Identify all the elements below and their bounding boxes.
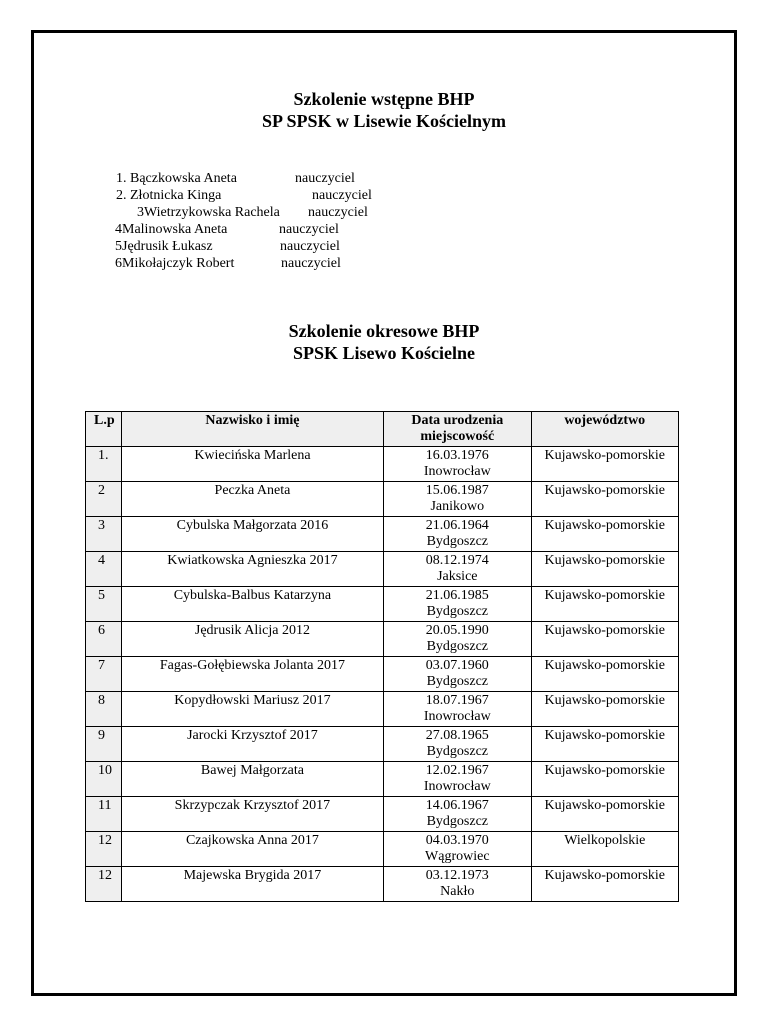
table-row [86, 692, 679, 727]
cell-name: Jarocki Krzysztof 2017 [121, 727, 383, 762]
cell-region: Kujawsko-pomorskie [531, 727, 678, 762]
list-item-name: 6Mikołajczyk Robert [115, 256, 235, 271]
table-row [86, 622, 679, 657]
table-header-row [86, 412, 679, 447]
cell-name: Majewska Brygida 2017 [121, 867, 383, 902]
birth-place: Janikowo [430, 499, 485, 514]
birth-place: Bydgoszcz [426, 604, 488, 619]
birth-date: 18.07.1967 [425, 693, 489, 708]
cell-birth [384, 797, 531, 832]
birth-place: Nakło [440, 884, 475, 899]
cell-name: Peczka Aneta [121, 482, 383, 517]
cell-lp: 8 [86, 692, 122, 727]
cell-name: Cybulska Małgorzata 2016 [121, 517, 383, 552]
cell-lp: 10 [86, 762, 122, 797]
section2-title-line2: SPSK Lisewo Kościelne [292, 343, 475, 363]
cell-lp: 6 [86, 622, 122, 657]
birth-date: 14.06.1967 [425, 798, 489, 813]
table-row [86, 517, 679, 552]
list-item-role: nauczyciel [279, 222, 339, 237]
table-row [86, 832, 679, 867]
birth-date: 15.06.1987 [425, 483, 489, 498]
cell-region: Kujawsko-pomorskie [531, 552, 678, 587]
table-row [86, 657, 679, 692]
birth-date: 03.07.1960 [425, 658, 489, 673]
cell-lp: 7 [86, 657, 122, 692]
cell-lp: 1. [86, 447, 122, 482]
list-item-name: 1. Bączkowska Aneta [116, 171, 237, 186]
cell-region: Kujawsko-pomorskie [531, 762, 678, 797]
birth-place: Wągrowiec [425, 849, 490, 864]
birth-place: Bydgoszcz [426, 674, 488, 689]
cell-birth [384, 832, 531, 867]
cell-region: Kujawsko-pomorskie [531, 797, 678, 832]
cell-lp: 3 [86, 517, 122, 552]
table-row [86, 482, 679, 517]
cell-birth [384, 762, 531, 797]
cell-name: Bawej Małgorzata [121, 762, 383, 797]
birth-date: 21.06.1985 [425, 588, 489, 603]
birth-date: 03.12.1973 [425, 868, 489, 883]
list-item-name: 5Jędrusik Łukasz [115, 239, 213, 254]
table-row [86, 727, 679, 762]
list-item-role: nauczyciel [312, 188, 372, 203]
list-item-role: nauczyciel [280, 239, 340, 254]
column-header-region: województwo [531, 412, 678, 447]
cell-birth [384, 482, 531, 517]
cell-lp: 5 [86, 587, 122, 622]
section2-title [0, 320, 768, 364]
cell-birth [384, 587, 531, 622]
birth-place: Inowrocław [423, 709, 491, 724]
birth-place: Jaksice [437, 569, 478, 584]
birth-place: Inowrocław [423, 464, 491, 479]
cell-region: Kujawsko-pomorskie [531, 622, 678, 657]
cell-birth [384, 692, 531, 727]
cell-region: Kujawsko-pomorskie [531, 517, 678, 552]
cell-region: Kujawsko-pomorskie [531, 657, 678, 692]
table-body [86, 447, 679, 902]
cell-lp: 11 [86, 797, 122, 832]
list-item-name: 4Malinowska Aneta [115, 222, 228, 237]
cell-name: Cybulska-Balbus Katarzyna [121, 587, 383, 622]
cell-birth [384, 657, 531, 692]
table-row [86, 552, 679, 587]
birth-date: 08.12.1974 [425, 553, 489, 568]
cell-region: Kujawsko-pomorskie [531, 587, 678, 622]
cell-region: Wielkopolskie [531, 832, 678, 867]
cell-lp: 2 [86, 482, 122, 517]
cell-name: Kwiatkowska Agnieszka 2017 [121, 552, 383, 587]
cell-lp: 4 [86, 552, 122, 587]
birth-date: 16.03.1976 [425, 448, 489, 463]
table-row [86, 867, 679, 902]
cell-region: Kujawsko-pomorskie [531, 482, 678, 517]
birth-place: Inowrocław [423, 779, 491, 794]
cell-birth [384, 552, 531, 587]
birth-place: Bydgoszcz [426, 639, 488, 654]
table-row [86, 447, 679, 482]
birth-date: 12.02.1967 [425, 763, 489, 778]
cell-birth [384, 622, 531, 657]
section1-title-line2: SP SPSK w Lisewie Kościelnym [261, 111, 506, 131]
section2-title-line1: Szkolenie okresowe BHP [288, 321, 480, 341]
cell-name: Fagas-Gołębiewska Jolanta 2017 [121, 657, 383, 692]
list-item-role: nauczyciel [295, 171, 355, 186]
list-item-name: 3Wietrzykowska Rachela [137, 205, 280, 220]
cell-birth [384, 517, 531, 552]
birth-date: 04.03.1970 [425, 833, 489, 848]
cell-birth [384, 727, 531, 762]
cell-name: Kopydłowski Mariusz 2017 [121, 692, 383, 727]
cell-birth [384, 867, 531, 902]
cell-name: Czajkowska Anna 2017 [121, 832, 383, 867]
cell-region: Kujawsko-pomorskie [531, 867, 678, 902]
list-item-role: nauczyciel [308, 205, 368, 220]
column-header-name: Nazwisko i imię [121, 412, 383, 447]
cell-region: Kujawsko-pomorskie [531, 447, 678, 482]
cell-lp: 12 [86, 867, 122, 902]
table-row [86, 797, 679, 832]
table-row [86, 587, 679, 622]
birth-date: 27.08.1965 [425, 728, 489, 743]
birth-place: Bydgoszcz [426, 814, 488, 829]
cell-region: Kujawsko-pomorskie [531, 692, 678, 727]
cell-lp: 12 [86, 832, 122, 867]
birth-place: Bydgoszcz [426, 744, 488, 759]
cell-birth [384, 447, 531, 482]
birth-date: 20.05.1990 [425, 623, 489, 638]
cell-name: Kwiecińska Marlena [121, 447, 383, 482]
list-item-name: 2. Złotnicka Kinga [116, 188, 222, 203]
training-table [85, 411, 679, 902]
column-header-birth: Data urodzenia miejscowość [384, 412, 531, 447]
list-item-role: nauczyciel [281, 256, 341, 271]
birth-place: Bydgoszcz [426, 534, 488, 549]
cell-name: Skrzypczak Krzysztof 2017 [121, 797, 383, 832]
cell-name: Jędrusik Alicja 2012 [121, 622, 383, 657]
birth-date: 21.06.1964 [425, 518, 489, 533]
column-header-lp: L.p [86, 412, 122, 447]
section1-title [0, 88, 768, 132]
table-row [86, 762, 679, 797]
section1-title-line1: Szkolenie wstępne BHP [293, 89, 475, 109]
cell-lp: 9 [86, 727, 122, 762]
